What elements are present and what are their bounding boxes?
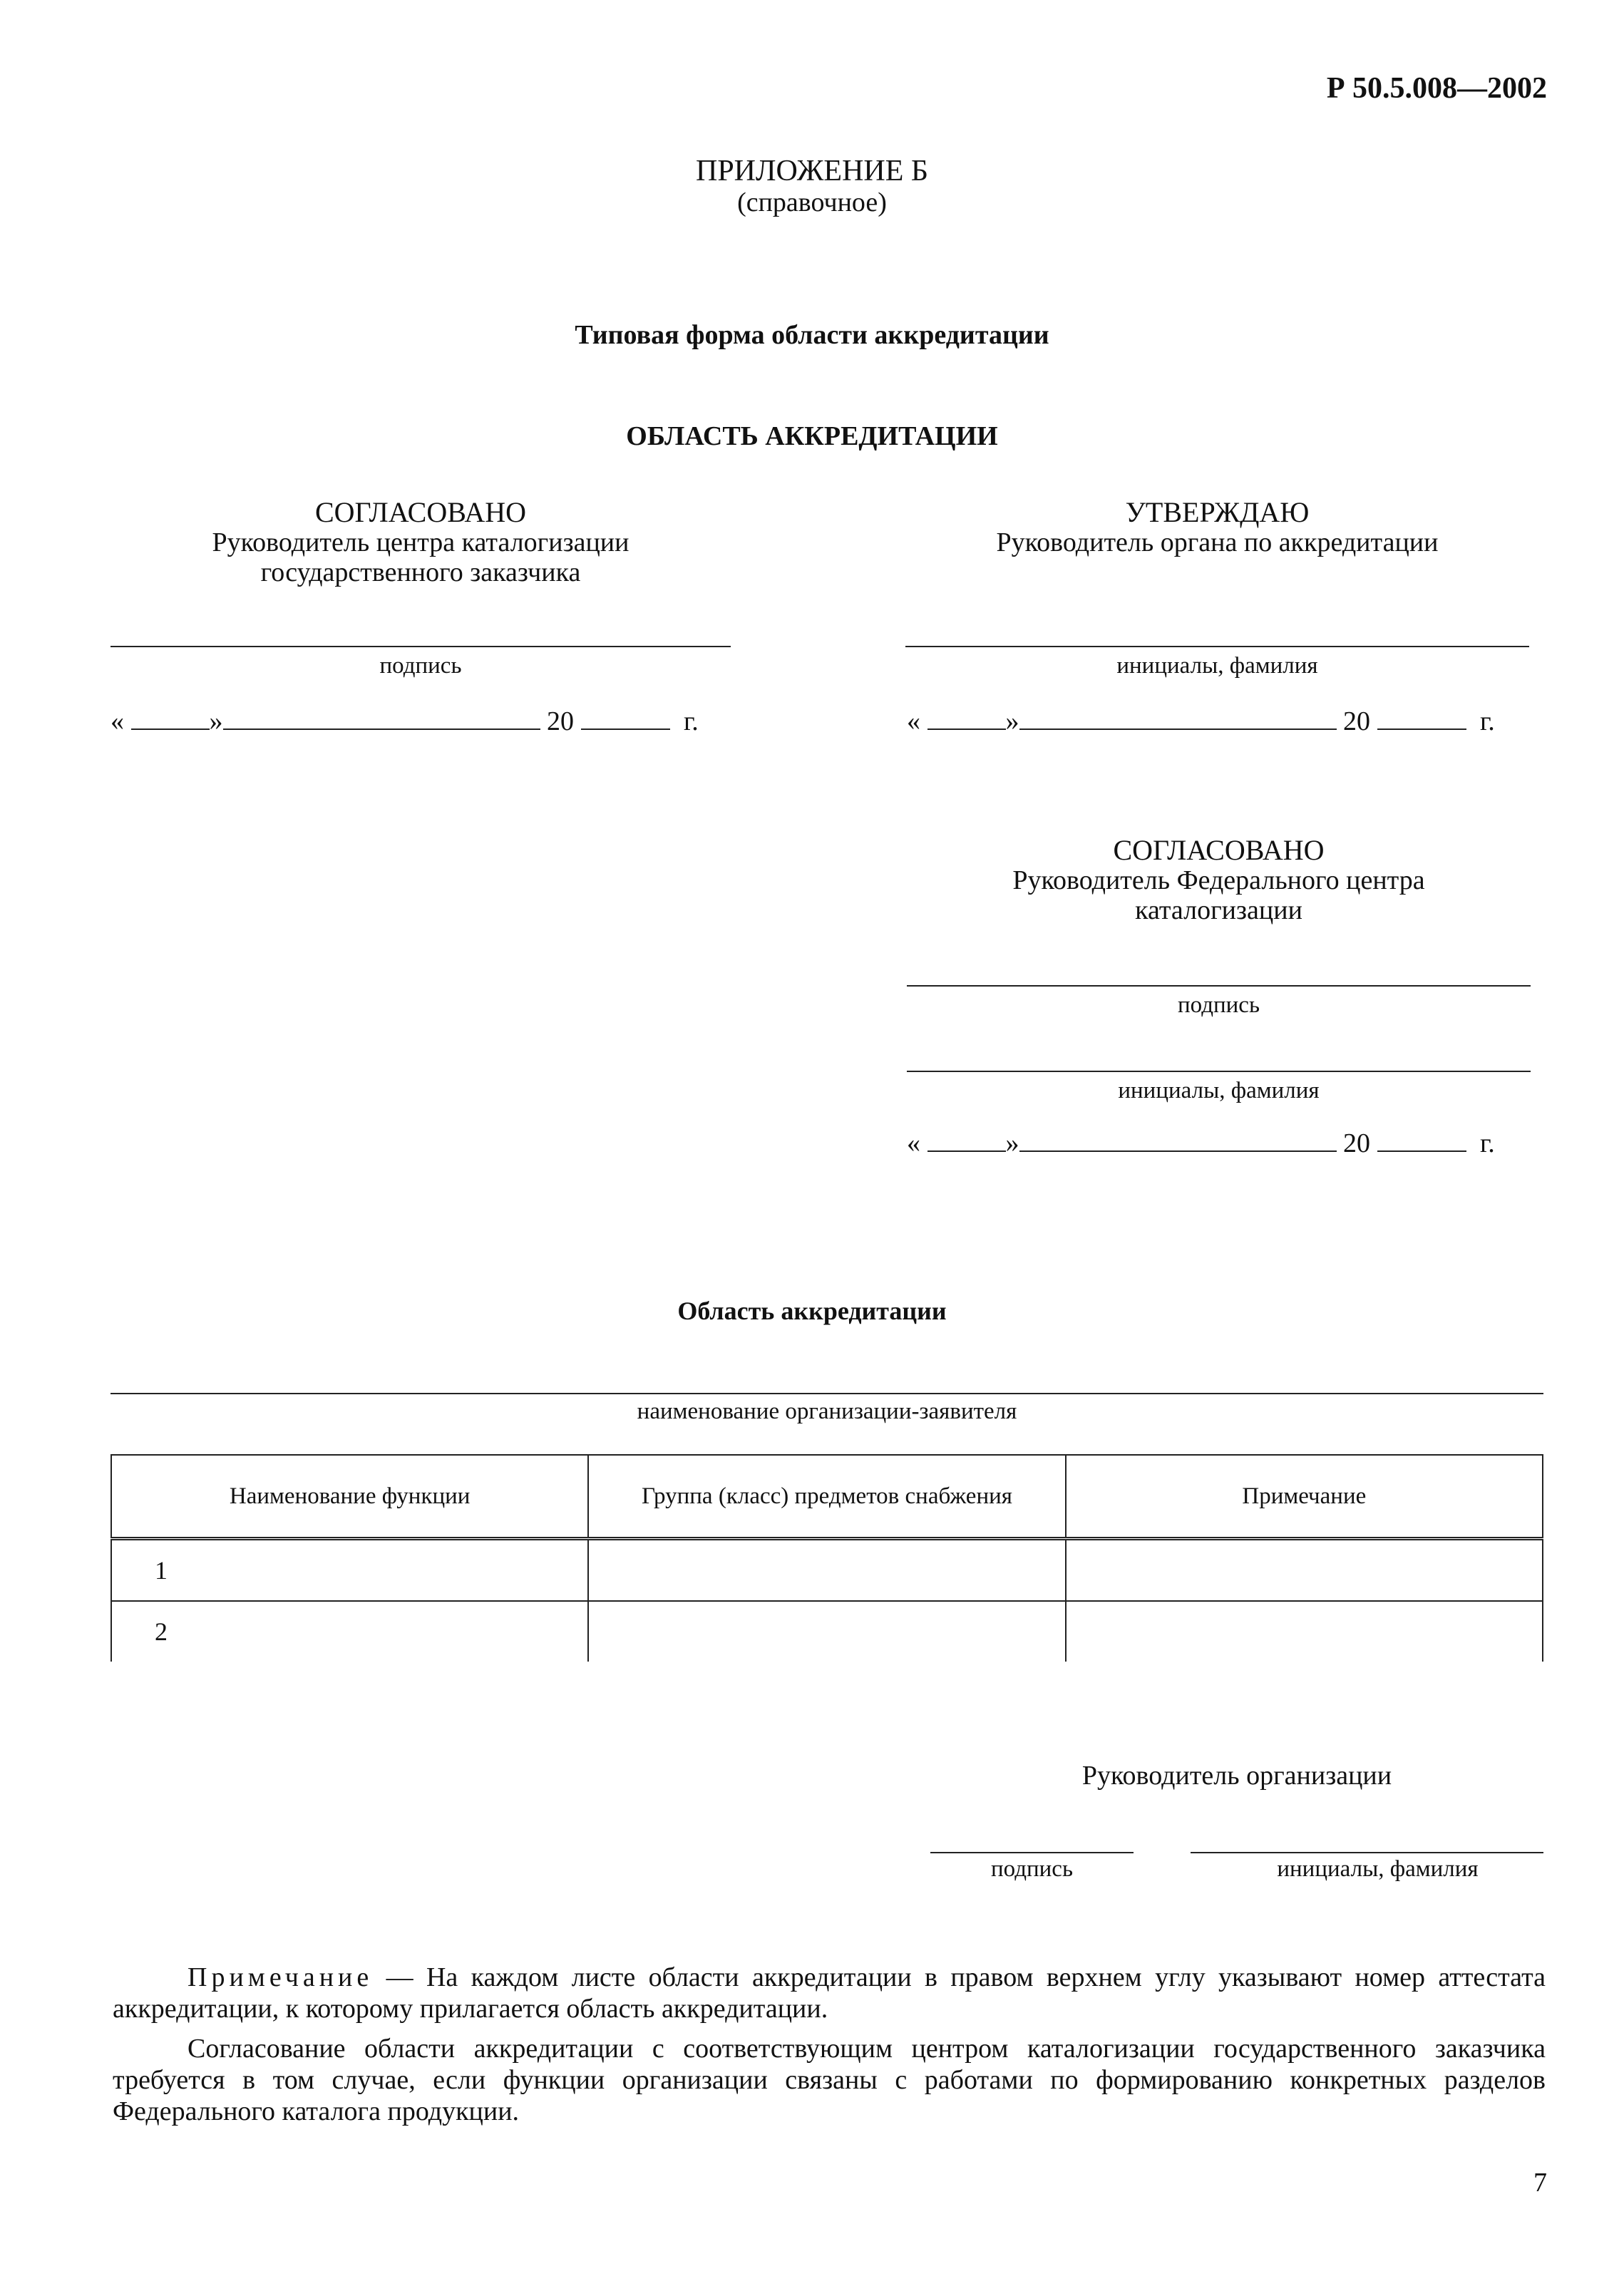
form-title: Типовая форма области аккредитации bbox=[575, 320, 1049, 350]
scope-heading: ОБЛАСТЬ АККРЕДИТАЦИИ bbox=[626, 421, 998, 451]
right-approval-head: УТВЕРЖДАЮ bbox=[1125, 496, 1310, 528]
date-close-quote: » bbox=[209, 706, 223, 736]
day-blank bbox=[927, 704, 1006, 730]
note-paragraph-1 bbox=[113, 1962, 1546, 2024]
table-cell bbox=[588, 1601, 1065, 1662]
table-cell-row-number: 1 bbox=[111, 1539, 588, 1602]
federal-approval-head: СОГЛАСОВАНО bbox=[1113, 834, 1325, 866]
federal-signature-line bbox=[907, 985, 1531, 987]
year-prefix: 20 bbox=[1343, 706, 1370, 736]
table-header-note: Примечание bbox=[1066, 1455, 1543, 1539]
right-date-line bbox=[907, 704, 1495, 737]
day-blank bbox=[131, 704, 210, 730]
organization-name-signature-caption: инициалы, фамилия bbox=[1277, 1856, 1479, 1882]
table-cell bbox=[1066, 1539, 1543, 1602]
organization-name-line bbox=[111, 1393, 1543, 1394]
date-close-quote: » bbox=[1005, 706, 1019, 736]
appendix-heading bbox=[0, 155, 1624, 218]
year-suffix: г. bbox=[1480, 706, 1495, 736]
day-blank bbox=[927, 1126, 1006, 1152]
note-text-1: — На каждом листе области аккредитации в правом верхнем углу указывают номер аттестата аккредитации, к которому прилагается область аккредитации. bbox=[113, 1962, 1546, 2024]
federal-approval-line2: каталогизации bbox=[1135, 895, 1302, 925]
organization-signature-caption: подпись bbox=[990, 1856, 1074, 1882]
organization-head-title: Руководитель организации bbox=[1081, 1761, 1392, 1791]
year-suffix: г. bbox=[684, 706, 699, 736]
year-prefix: 20 bbox=[1343, 1128, 1370, 1158]
left-signature-caption: подпись bbox=[379, 653, 462, 679]
note-paragraph-2: Согласование области аккредитации с соответствующим центром каталогизации государственного заказчика требуется в том случае, если функции организации связаны с работами по формированию конкретных разделов Федерального каталога продукции. bbox=[113, 2034, 1546, 2126]
left-signature-line bbox=[111, 646, 731, 647]
table-row bbox=[111, 1539, 1543, 1602]
scope-table bbox=[111, 1454, 1543, 1662]
note-label: Примечание bbox=[187, 1962, 374, 1992]
table-cell-row-number: 2 bbox=[111, 1601, 588, 1662]
right-approval-block bbox=[905, 498, 1529, 557]
month-blank bbox=[1019, 704, 1337, 730]
organization-signature-line bbox=[930, 1852, 1134, 1853]
scope-subtitle: Область аккредитации bbox=[677, 1297, 947, 1325]
left-approval-block bbox=[111, 498, 731, 587]
year-suffix: г. bbox=[1480, 1128, 1495, 1158]
year-prefix: 20 bbox=[547, 706, 574, 736]
date-close-quote: » bbox=[1005, 1128, 1019, 1158]
appendix-subtitle: (справочное) bbox=[737, 187, 887, 217]
organization-name-signature-line bbox=[1191, 1852, 1543, 1853]
table-header-row bbox=[111, 1455, 1543, 1539]
federal-name-line bbox=[907, 1071, 1531, 1072]
date-open-quote: « bbox=[907, 706, 920, 736]
date-open-quote: « bbox=[111, 706, 124, 736]
month-blank bbox=[223, 704, 540, 730]
left-approval-head: СОГЛАСОВАНО bbox=[314, 496, 527, 528]
left-date-line bbox=[111, 704, 699, 737]
federal-name-caption: инициалы, фамилия bbox=[1118, 1078, 1320, 1103]
federal-approval-block bbox=[907, 835, 1531, 925]
right-approval-line1: Руководитель органа по аккредитации bbox=[996, 527, 1439, 557]
appendix-title: ПРИЛОЖЕНИЕ Б bbox=[695, 155, 928, 187]
federal-date-line bbox=[907, 1126, 1495, 1159]
document-number: Р 50.5.008—2002 bbox=[1326, 72, 1547, 105]
page-number: 7 bbox=[1533, 2168, 1547, 2198]
month-blank bbox=[1019, 1126, 1337, 1152]
table-header-supply-group: Группа (класс) предметов снабжения bbox=[588, 1455, 1065, 1539]
table-cell bbox=[588, 1539, 1065, 1602]
federal-approval-line1: Руководитель Федерального центра bbox=[1012, 865, 1425, 895]
federal-signature-caption: подпись bbox=[1177, 992, 1260, 1018]
table-row bbox=[111, 1601, 1543, 1662]
left-approval-line1: Руководитель центра каталогизации bbox=[212, 527, 629, 557]
year-blank bbox=[1377, 1126, 1466, 1152]
year-blank bbox=[1377, 704, 1466, 730]
left-approval-line2: государственного заказчика bbox=[260, 557, 581, 587]
organization-name-caption: наименование организации-заявителя bbox=[637, 1399, 1017, 1424]
table-cell bbox=[1066, 1601, 1543, 1662]
table-header-function: Наименование функции bbox=[111, 1455, 588, 1539]
right-name-caption: инициалы, фамилия bbox=[1116, 653, 1318, 679]
year-blank bbox=[581, 704, 670, 730]
right-name-line bbox=[905, 646, 1529, 647]
date-open-quote: « bbox=[907, 1128, 920, 1158]
